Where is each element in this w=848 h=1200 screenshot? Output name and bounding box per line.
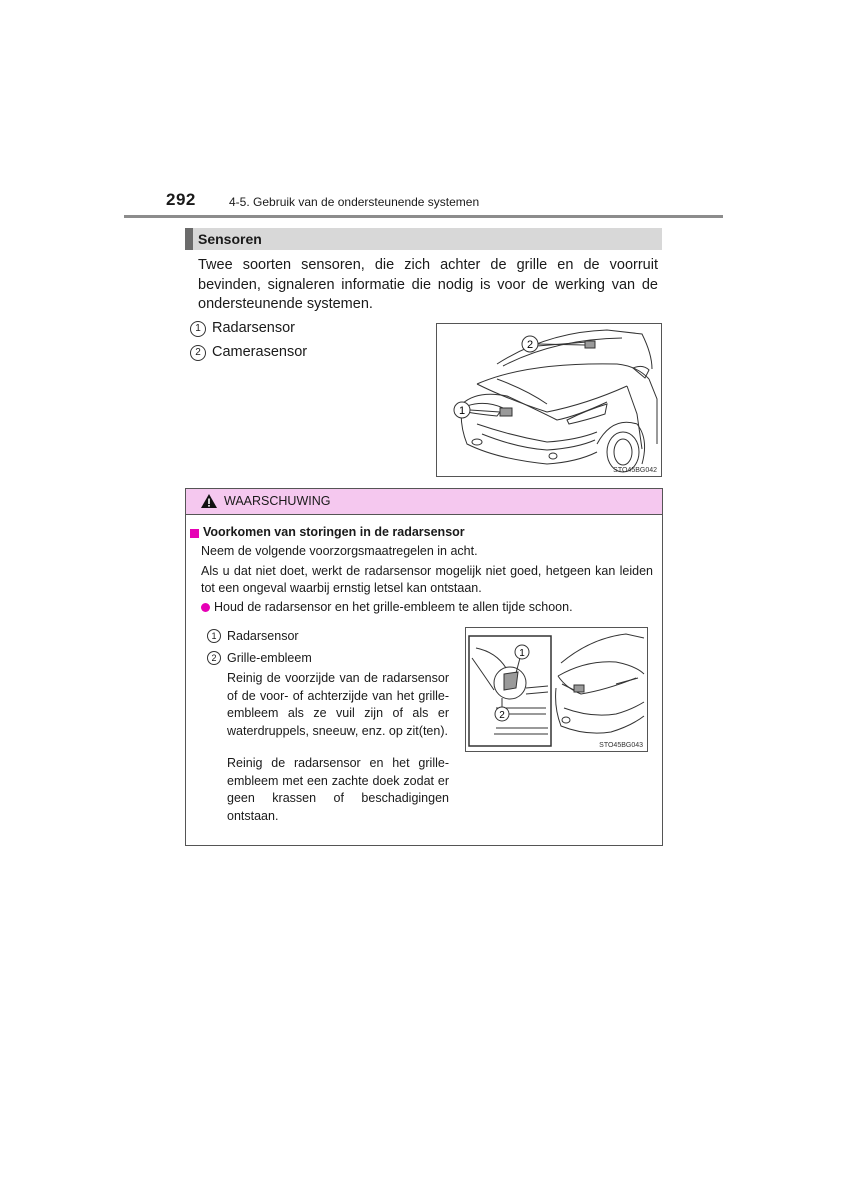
warning-instruction-2: Reinig de radarsensor en het grille-embleem met een zachte doek zodat er geen krassen of beschadigingen ontstaan. xyxy=(227,756,449,823)
chapter-title: 4-5. Gebruik van de ondersteunende systemen xyxy=(229,195,480,209)
callout-2: 2 xyxy=(499,710,505,721)
grille-detail-drawing xyxy=(466,628,647,751)
page-number: 292 xyxy=(166,190,196,209)
legend-label: Grille-embleem xyxy=(227,651,312,665)
warning-triangle-icon xyxy=(200,493,218,509)
section-heading: Sensoren xyxy=(185,228,662,250)
callout-number: 2 xyxy=(207,651,221,665)
callout-2: 2 xyxy=(526,339,534,351)
warning-heading: Voorkomen van storingen in de radarsensor xyxy=(203,525,465,539)
warning-legend-item-grille-embleem xyxy=(207,650,312,666)
legend-item-camerasensor xyxy=(190,343,307,361)
warning-paragraph-1: Neem de volgende voorzorgsmaatregelen in acht. xyxy=(201,544,478,558)
legend-item-radarsensor xyxy=(190,319,295,337)
legend-label: Camerasensor xyxy=(212,344,308,360)
warning-label: WAARSCHUWING xyxy=(224,494,331,508)
warning-instruction-1: Reinig de voorzijde van de radarsensor of de voor- of achterzijde van het grille-embleem als ze vuil zijn of als er waterdruppels, sneeuw, enz. op zit(ten). xyxy=(227,671,449,738)
legend-label: Radarsensor xyxy=(227,629,299,643)
square-bullet-icon xyxy=(190,529,199,538)
callout-number: 1 xyxy=(207,629,221,643)
figure-code: STO45BG042 xyxy=(613,467,657,474)
car-front-drawing xyxy=(437,324,661,476)
callout-1: 1 xyxy=(519,648,525,659)
intro-paragraph: Twee soorten sensoren, die zich achter de grille en de voorruit bevinden, signaleren informatie die nodig is voor de werking van de ondersteunende systemen. xyxy=(198,257,658,312)
grille-emblem-illustration xyxy=(465,627,648,752)
header-divider xyxy=(124,215,723,218)
warning-box xyxy=(185,488,663,846)
car-sensor-illustration xyxy=(436,323,662,477)
legend-label: Radarsensor xyxy=(212,320,296,336)
warning-header xyxy=(186,489,662,515)
callout-1: 1 xyxy=(458,405,466,417)
warning-paragraph-2: Als u dat niet doet, werkt de radarsensor mogelijk niet goed, hetgeen kan leiden tot een ongeval waarbij ernstig letsel kan ontstaan. xyxy=(201,564,653,595)
figure-code: STO45BG043 xyxy=(599,742,643,749)
warning-legend-item-radarsensor xyxy=(207,628,299,644)
callout-number: 1 xyxy=(190,321,206,337)
callout-number: 2 xyxy=(190,345,206,361)
round-bullet-icon xyxy=(201,603,210,612)
warning-bullet-text: Houd de radarsensor en het grille-embleem te allen tijde schoon. xyxy=(214,600,573,614)
